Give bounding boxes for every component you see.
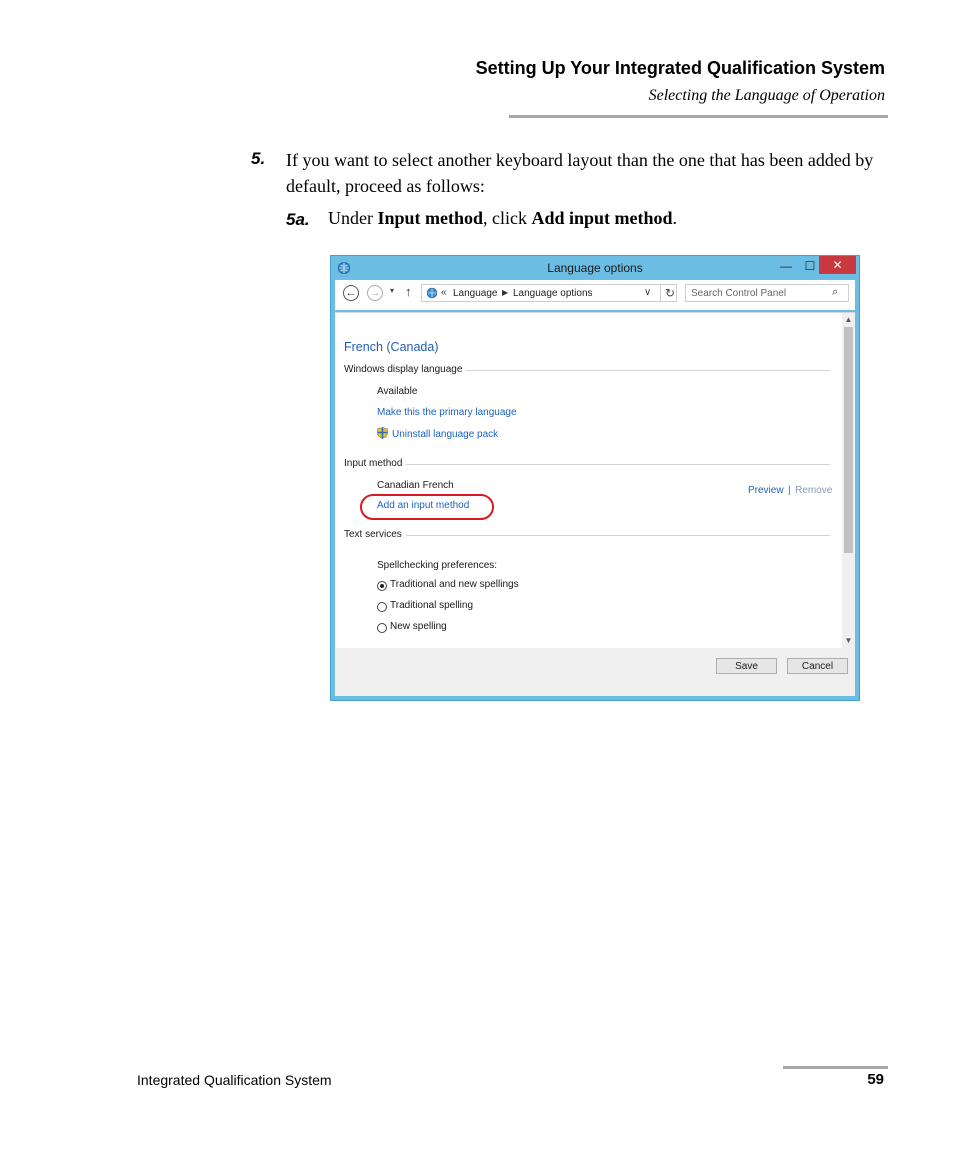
title-bar [331,256,859,280]
section-divider [344,464,830,465]
window-title: Language options [547,261,643,275]
section-label-text-services: Text services [344,529,406,540]
substep-middle: , click [483,208,532,228]
radio-new-spelling[interactable] [377,623,387,633]
input-method-actions [748,480,832,498]
navigation-toolbar [335,280,855,310]
section-divider [344,535,830,536]
page-header-subtitle: Selecting the Language of Operation [648,87,885,104]
scroll-thumb[interactable] [844,327,853,553]
maximize-button[interactable]: ☐ [804,259,816,273]
page-number: 59 [867,1071,884,1088]
close-button[interactable]: ✕ [819,256,856,274]
preview-link[interactable]: Preview [748,485,784,496]
breadcrumb-language[interactable]: Language [453,288,498,299]
remove-link[interactable]: Remove [795,485,833,496]
section-label-input-method: Input method [344,458,406,469]
address-bar[interactable] [421,284,677,302]
footer-doc-title: Integrated Qualification System [137,1072,332,1088]
page-header-title: Setting Up Your Integrated Qualification System [475,58,885,78]
breadcrumb-language-options[interactable]: Language options [513,288,593,299]
breadcrumb-separator-icon[interactable]: ▶ [502,288,509,297]
refresh-icon[interactable]: ↻ [660,284,679,302]
uninstall-language-pack-link[interactable]: Uninstall language pack [392,429,499,440]
spellchecking-preferences-label: Spellchecking preferences: [377,560,498,571]
substep-number: 5a. [286,210,310,229]
radio-traditional-and-new[interactable] [377,581,387,591]
language-heading: French (Canada) [344,340,439,354]
language-options-window [330,255,860,701]
radio-label-traditional: Traditional spelling [390,600,474,611]
dialog-button-bar [335,648,855,696]
uac-shield-icon [377,427,388,439]
step-text: If you want to select another keyboard layout than the one that has been added by default, proceed as follows: [286,150,874,196]
substep-text [328,208,677,229]
section-label-display-language: Windows display language [344,364,466,375]
scroll-down-icon[interactable]: ▼ [844,636,853,645]
display-language-status: Available [377,386,418,397]
content-pane [335,312,855,648]
footer-rule [783,1066,888,1069]
substep-suffix: . [672,208,678,228]
action-separator: | [788,485,791,496]
minimize-button[interactable]: — [780,259,792,273]
search-box [685,284,849,302]
control-panel-icon [426,287,438,299]
address-overflow-chevron[interactable]: « [441,287,447,298]
cancel-button[interactable]: Cancel [787,658,848,674]
save-button[interactable]: Save [716,658,777,674]
search-icon[interactable]: ⌕ [832,286,839,298]
address-dropdown-icon[interactable]: ∨ [644,287,652,298]
up-arrow-icon[interactable]: ↑ [405,284,412,299]
current-input-method: Canadian French [377,480,454,491]
search-input[interactable] [686,285,839,301]
back-arrow-icon[interactable]: ← [343,285,359,301]
step-number: 5. [251,149,266,168]
recent-pages-dropdown-icon[interactable]: ▾ [390,286,395,295]
make-primary-language-link[interactable]: Make this the primary language [377,407,517,418]
radio-label-traditional-and-new: Traditional and new spellings [390,579,519,590]
vertical-scrollbar[interactable] [842,313,855,648]
substep-bold-input-method: Input method [377,208,484,228]
header-rule [509,115,888,118]
forward-arrow-icon[interactable]: → [367,285,383,301]
radio-traditional[interactable] [377,602,387,612]
highlight-ring [360,494,494,520]
add-input-method-link[interactable]: Add an input method [377,500,470,511]
radio-label-new-spelling: New spelling [390,621,447,632]
scroll-up-icon[interactable]: ▲ [844,315,853,324]
substep-prefix: Under [328,208,378,228]
substep-bold-add-input-method: Add input method [531,208,673,228]
